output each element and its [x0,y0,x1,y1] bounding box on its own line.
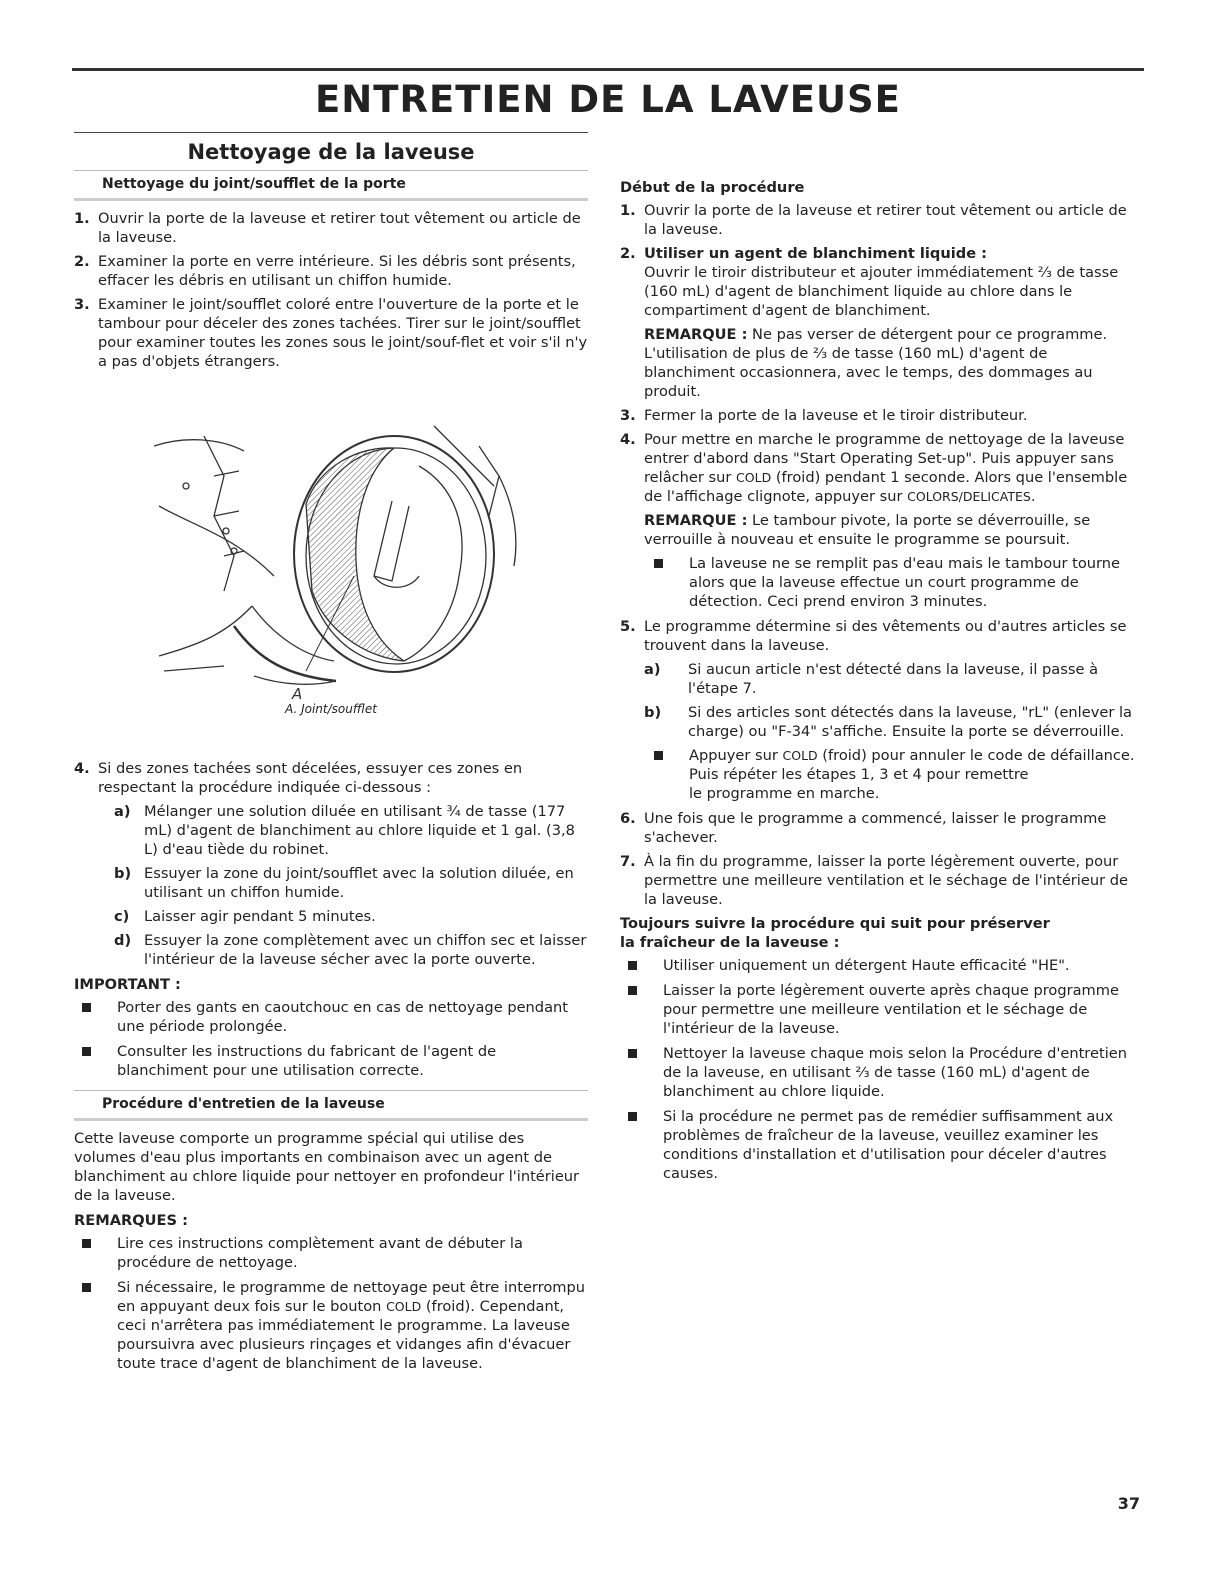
substep-text: Si des articles sont détectés dans la laveuse, "rL" (enlever la charge) ou "F-34" s'affiche. Ensuite la porte se déverrouille. [688,704,1132,740]
debut-step-6 [620,809,1140,847]
step-number: 1. [74,210,90,227]
toujours-bullet [620,1044,1140,1101]
important-bullet [74,1042,588,1080]
left-column [74,132,588,1379]
page-title: ENTRETIEN DE LA LAVEUSE [315,78,901,121]
bullet-text [689,746,1140,803]
gasket-substep-a [114,802,588,859]
substep-letter: c) [114,908,130,925]
remarques-bullet [74,1234,588,1272]
toujours-bullet [620,981,1140,1038]
debut-step-7 [620,852,1140,909]
step-text: À la fin du programme, laisser la porte légèrement ouverte, pour permettre une meilleure ventilation et le séchage de l'intérieur de la laveuse. [644,853,1128,908]
gasket-figure [74,376,588,706]
bullet-text [117,1278,588,1373]
step-number: 6. [620,810,636,827]
remarques-bullet [74,1278,588,1373]
bullet-square-icon [82,1047,91,1056]
important-bullet [74,998,588,1036]
washer-door-gasket-illustration [74,376,588,706]
toujours-bullet [620,956,1140,975]
note-text: Le tambour pivote, la porte se déverrouille, se verrouille à nouveau et ensuite le programme se poursuit. [644,512,1091,548]
bullet-square-icon [654,751,663,760]
step-title: Utiliser un agent de blanchiment liquide : [644,245,988,262]
step-number: 2. [74,253,90,270]
debut-label: Début de la procédure [620,179,805,196]
step-body: Ouvrir le tiroir distributeur et ajouter immédiatement ⅔ de tasse (160 mL) d'agent de blanchiment liquide au chlore dans le compartiment d'agent de blanchiment. [644,264,1119,319]
gasket-step-3 [74,295,588,371]
text-part: . [1030,488,1036,505]
debut-step-1 [620,201,1140,239]
substep-letter: b) [114,865,132,882]
toujours-bullet [620,1107,1140,1183]
label-line: Toujours suivre la procédure qui suit pour préserver [620,915,1050,932]
cold-button-label: COLD [386,1299,422,1314]
step-number: 3. [74,296,90,313]
step-number: 2. [620,245,636,262]
important-label: IMPORTANT : [74,976,181,993]
step-text: Ouvrir la porte de la laveuse et retirer tout vêtement ou article de la laveuse. [644,202,1127,238]
page-number: 37 [1117,1494,1140,1513]
step-text [644,244,1140,401]
text-part: Si nécessaire, le programme de nettoyage peut être interrompu en appuyant deux fois sur le bouton [117,1279,586,1315]
step-text: Examiner la porte en verre intérieure. Si les débris sont présents, effacer les débris en utilisant un chiffon humide. [98,253,576,289]
bullet-square-icon [654,559,663,568]
text-part: (froid) pendant 1 seconde. Alors que l'ensemble de l'affichage clignote, appuyer sur [644,469,1128,505]
bullet-text: Nettoyer la laveuse chaque mois selon la Procédure d'entretien de la laveuse, en utilisant ⅔ de tasse (160 mL) d'agent de blanchiment au chlore liquide. [663,1045,1127,1100]
maintenance-intro: Cette laveuse comporte un programme spécial qui utilise des volumes d'eau plus importants en combinaison avec un agent de blanchiment au chlore liquide pour nettoyer en profondeur l'intérieur de la laveuse. [74,1130,580,1204]
step-text: Le programme détermine si des vêtements ou d'autres articles se trouvent dans la laveuse. [644,618,1127,654]
bullet-text: Consulter les instructions du fabricant de l'agent de blanchiment pour une utilisation correcte. [117,1043,497,1079]
debut-step-2 [620,244,1140,401]
gasket-step-1 [74,209,588,247]
substep-text: Essuyer la zone du joint/soufflet avec la solution diluée, en utilisant un chiffon humide. [144,865,574,901]
step-text: Si des zones tachées sont décelées, essuyer ces zones en respectant la procédure indiquée ci-dessous : [98,760,523,796]
step-2-note [644,325,1140,401]
remarques-label: REMARQUES : [74,1212,188,1229]
step-text: Ouvrir la porte de la laveuse et retirer tout vêtement ou article de la laveuse. [98,210,581,246]
colors-delicates-label: COLORS/DELICATES [907,489,1031,504]
bullet-text: Lire ces instructions complètement avant de débuter la procédure de nettoyage. [117,1235,523,1271]
bullet-square-icon [82,1239,91,1248]
step-number: 3. [620,407,636,424]
step-number: 1. [620,202,636,219]
step-number: 7. [620,853,636,870]
text-part: (froid) pour annuler le code de défaillance. Puis répéter les étapes 1, 3 et 4 pour remettre [689,747,1135,783]
substep-text: Mélanger une solution diluée en utilisant ¾ de tasse (177 mL) d'agent de blanchiment au chlore liquide et 1 gal. (3,8 L) d'eau tiède du robinet. [144,803,575,858]
remarque-label: REMARQUE : [644,326,748,343]
gasket-heading: Nettoyage du joint/soufflet de la porte [74,170,588,201]
bullet-text: Porter des gants en caoutchouc en cas de nettoyage pendant une période prolongée. [117,999,568,1035]
step-text [644,430,1140,549]
right-column [620,178,1140,1189]
section-title: Nettoyage de la laveuse [187,140,475,164]
bullet-text: Laisser la porte légèrement ouverte après chaque programme pour permettre une meilleure ventilation et le séchage de l'intérieur de la laveuse. [663,982,1119,1037]
cold-button-label: COLD [782,748,818,763]
substep-text: Laisser agir pendant 5 minutes. [144,908,376,925]
maintenance-heading: Procédure d'entretien de la laveuse [74,1090,588,1121]
step-text: Une fois que le programme a commencé, laisser le programme s'achever. [644,810,1107,846]
section-rule [74,132,588,133]
gasket-substep-d [114,931,588,969]
step-number: 5. [620,618,636,635]
step-text: Examiner le joint/soufflet coloré entre l'ouverture de la porte et le tambour pour déceler des zones tachées. Tirer sur le joint/soufflet pour examiner toutes les zones sous le joint/souf-flet et voir s'il n'y a pas d'objets étrangers. [98,296,588,370]
title-rule [72,68,1144,71]
label-line: la fraîcheur de la laveuse : [620,934,840,951]
step-5-substep-a [644,660,1140,698]
bullet-text: La laveuse ne se remplit pas d'eau mais le tambour tourne alors que la laveuse effectue un court programme de détection. Ceci prend environ 3 minutes. [689,555,1120,610]
bullet-square-icon [82,1003,91,1012]
substep-text: Si aucun article n'est détecté dans la laveuse, il passe à l'étape 7. [688,661,1099,697]
cold-button-label: COLD [736,470,772,485]
text-part: Pour mettre en marche le programme de nettoyage de la laveuse entrer d'abord dans "Start Operating Set-up". Puis appuyer sans relâcher sur [644,431,1125,486]
step-number: 4. [74,760,90,777]
debut-step-5 [620,617,1140,655]
bullet-square-icon [628,1049,637,1058]
remarque-label: REMARQUE : [644,512,748,529]
step-number: 4. [620,431,636,448]
text-part: (froid). Cependant, ceci n'arrêtera pas immédiatement le programme. La laveuse poursuivra avec plusieurs rinçages et vidanges afin d'évacuer toute trace d'agent de blanchiment de la laveuse. [117,1298,571,1372]
bullet-square-icon [628,986,637,995]
gasket-step-4 [74,759,588,797]
debut-step-4 [620,430,1140,549]
step-5-bullet [648,746,1140,803]
gasket-substep-b [114,864,588,902]
gasket-step-2 [74,252,588,290]
substep-letter: a) [114,803,131,820]
substep-text: Essuyer la zone complètement avec un chiffon sec et laisser l'intérieur de la laveuse sécher avec la porte ouverte. [144,932,587,968]
text-part: le programme en marche. [689,785,880,802]
bullet-text: Si la procédure ne permet pas de remédier suffisamment aux problèmes de fraîcheur de la laveuse, veuillez examiner les conditions d'installation et d'utilisation pour déceler d'autres causes. [663,1108,1114,1182]
step-5-substep-b [644,703,1140,741]
substep-letter: a) [644,661,661,678]
bullet-square-icon [628,961,637,970]
toujours-label [620,914,1140,952]
bullet-square-icon [82,1283,91,1292]
debut-step-3 [620,406,1140,425]
figure-caption: A. Joint/soufflet [285,702,377,716]
substep-letter: d) [114,932,132,949]
bullet-square-icon [628,1112,637,1121]
gasket-substep-c [114,907,588,926]
substep-letter: b) [644,704,662,721]
step-4-note [644,511,1140,549]
figure-letter-a: A [292,685,303,703]
bullet-text: Utiliser uniquement un détergent Haute efficacité "HE". [663,957,1070,974]
note-text: Ne pas verser de détergent pour ce programme. L'utilisation de plus de ⅔ de tasse (160 mL) d'agent de blanchiment occasionnera, avec le temps, des dommages au produit. [644,326,1108,400]
step-4-bullet [648,554,1140,611]
step-text: Fermer la porte de la laveuse et le tiroir distributeur. [644,407,1028,424]
text-part: Appuyer sur [689,747,783,764]
